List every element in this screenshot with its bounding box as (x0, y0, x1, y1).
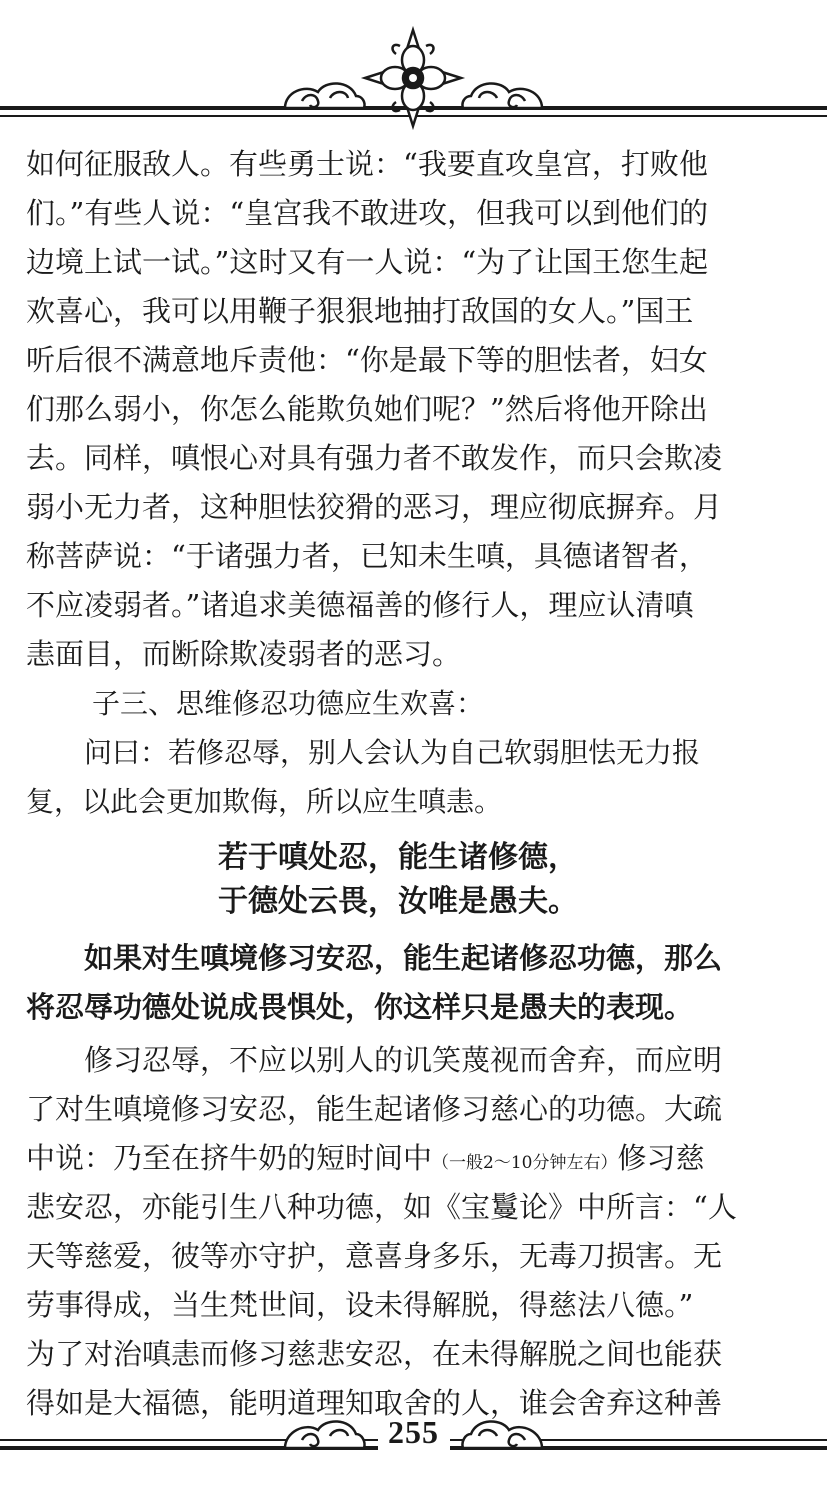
text-line: 弱小无力者，这种胆怯狡猾的恶习，理应彻底摒弃。月 (26, 490, 723, 524)
text-line: 恚面目，而断除欺凌弱者的恶习。 (26, 637, 462, 671)
page-body (26, 140, 816, 1428)
inline-note: （一般2～10分钟左右） (432, 1153, 618, 1173)
text-line: 将忍辱功德处说成畏惧处，你这样只是愚夫的表现。 (26, 990, 694, 1024)
text-segment: 修习慈 (617, 1141, 705, 1175)
text-line: 欢喜心，我可以用鞭子狠狠地抽打敌国的女人。”国王 (26, 294, 694, 328)
text-line: 们那么弱小，你怎么能欺负她们呢？”然后将他开除出 (26, 392, 708, 426)
text-line: 得如是大福德，能明道理知取舍的人，谁会舍弃这种善 (26, 1386, 723, 1420)
text-line: 听后很不满意地斥责他：“你是最下等的胆怯者，妇女 (26, 343, 708, 377)
text-line: 劳事得成，当生梵世间，设未得解脱，得慈法八德。” (26, 1288, 694, 1322)
cloud-scroll-icon (462, 83, 542, 108)
text-line: 去。同样，嗔恨心对具有强力者不敢发作，而只会欺凌 (26, 441, 723, 475)
text-line: 为了对治嗔恚而修习慈悲安忍，在未得解脱之间也能获 (26, 1337, 723, 1371)
header-ornament (0, 0, 827, 135)
section-heading: 子三、思维修忍功德应生欢喜： (92, 687, 485, 720)
page-number: 255 (388, 1414, 439, 1450)
text-line: 悲安忍，亦能引生八种功德，如《宝鬘论》中所言：“人 (26, 1190, 737, 1224)
text-line (26, 1134, 816, 1183)
text-line: 不应凌弱者。”诸追求美德福善的修行人，理应认清嗔 (26, 588, 694, 622)
verse-line: 于德处云畏，汝唯是愚夫。 (218, 884, 578, 919)
text-line: 们。”有些人说：“皇宫我不敢进攻，但我可以到他们的 (26, 196, 709, 230)
text-line: 复，以此会更加欺侮，所以应生嗔恚。 (26, 785, 503, 818)
text-line: 了对生嗔境修习安忍，能生起诸修习慈心的功德。大疏 (26, 1092, 723, 1126)
paragraph-2 (26, 1036, 816, 1428)
double-vajra-icon (365, 30, 461, 126)
text-line: 称菩萨说：“于诸强力者，已知未生嗔，具德诸智者， (26, 539, 708, 573)
question-paragraph (26, 728, 816, 826)
text-line: 边境上试一试。”这时又有一人说：“为了让国王您生起 (26, 245, 709, 279)
verse (26, 836, 816, 924)
text-line: 问曰：若修忍辱，别人会认为自己软弱胆怯无力报 (84, 736, 701, 769)
text-line: 如果对生嗔境修习安忍，能生起诸修忍功德，那么 (84, 941, 723, 975)
text-segment: 中说：乃至在挤牛奶的短时间中 (26, 1141, 433, 1175)
text-line: 如何征服敌人。有些勇士说：“我要直攻皇宫，打败他 (26, 147, 708, 181)
text-line: 天等慈爱，彼等亦守护，意喜身多乐，无毒刀损害。无 (26, 1239, 723, 1273)
cloud-scroll-icon (285, 83, 365, 108)
paragraph-1 (26, 140, 816, 679)
text-line: 修习忍辱，不应以别人的讥笑蔑视而舍弃，而应明 (84, 1043, 723, 1077)
verse-explanation (26, 934, 816, 1032)
verse-line: 若于嗔处忍，能生诸修德， (218, 840, 578, 875)
